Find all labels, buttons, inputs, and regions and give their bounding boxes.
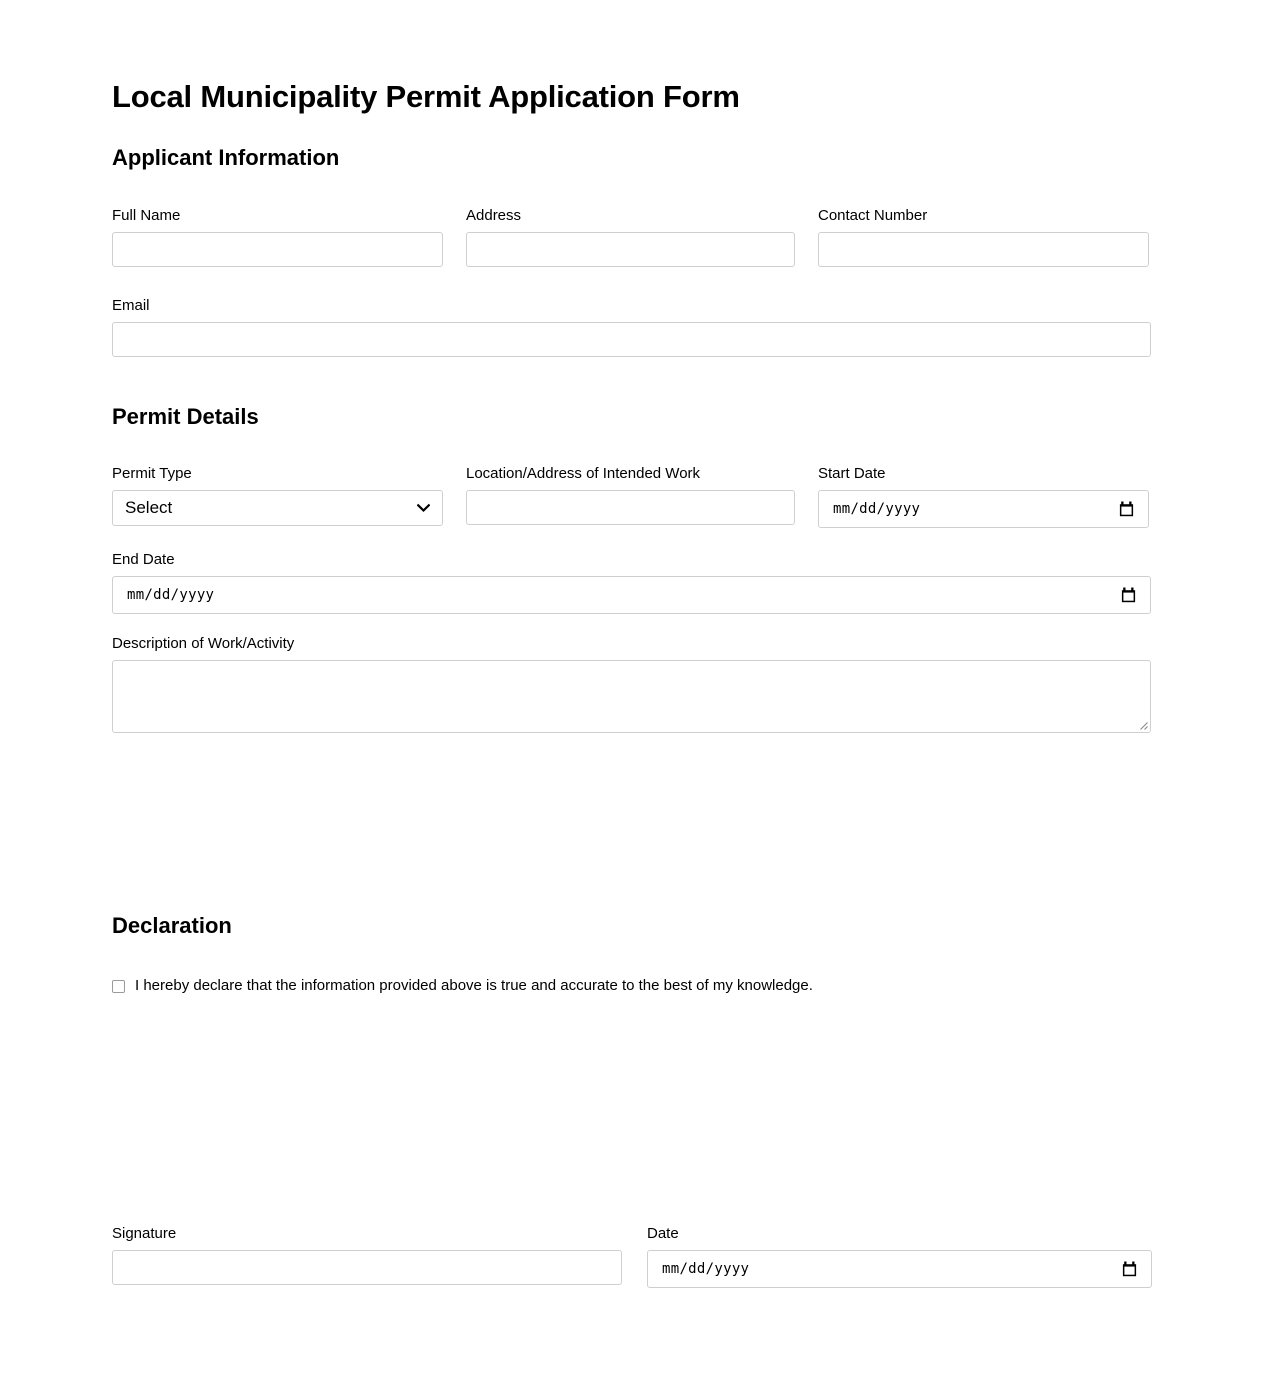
- contact-number-input[interactable]: [818, 232, 1149, 267]
- signature-row: [112, 1225, 1151, 1288]
- start-date-input[interactable]: [818, 490, 1149, 528]
- signature-input[interactable]: [112, 1250, 622, 1285]
- end-date-label: End Date: [112, 550, 175, 568]
- declaration-checkbox[interactable]: [112, 980, 125, 993]
- full-name-input[interactable]: [112, 232, 443, 267]
- field-description: [112, 635, 1151, 733]
- location-label: Location/Address of Intended Work: [466, 464, 701, 482]
- address-label: Address: [466, 206, 522, 224]
- field-full-name: [112, 207, 443, 267]
- email-label: Email: [112, 296, 150, 314]
- description-textarea[interactable]: [112, 660, 1151, 733]
- field-signature-date: [647, 1225, 1152, 1288]
- signature-date-label: Date: [647, 1225, 679, 1243]
- end-date-placeholder: mm/dd/yyyy: [127, 586, 215, 603]
- permit-row-1: [112, 465, 1151, 528]
- field-permit-type: [112, 465, 443, 526]
- declaration-checkbox-row[interactable]: [112, 977, 1151, 995]
- full-name-label: Full Name: [112, 206, 181, 224]
- field-start-date: [818, 465, 1149, 528]
- resize-handle-icon[interactable]: [1135, 717, 1149, 731]
- chevron-down-icon: [417, 503, 430, 512]
- field-end-date: [112, 551, 1151, 614]
- email-input[interactable]: [112, 322, 1151, 357]
- applicant-row-1: [112, 207, 1151, 267]
- location-input[interactable]: [466, 490, 795, 525]
- field-address: [466, 207, 795, 267]
- start-date-placeholder: mm/dd/yyyy: [833, 500, 921, 517]
- field-email: [112, 297, 1151, 357]
- end-date-input[interactable]: [112, 576, 1151, 614]
- declaration-heading: Declaration: [112, 912, 232, 938]
- signature-date-placeholder: mm/dd/yyyy: [662, 1261, 750, 1278]
- page-title: Local Municipality Permit Application Form: [112, 79, 740, 114]
- field-signature: [112, 1225, 622, 1285]
- permit-details-heading: Permit Details: [112, 403, 259, 429]
- permit-type-label: Permit Type: [112, 464, 192, 482]
- calendar-icon[interactable]: [1119, 501, 1134, 517]
- signature-date-input[interactable]: [647, 1250, 1152, 1288]
- calendar-icon[interactable]: [1121, 587, 1136, 603]
- address-input[interactable]: [466, 232, 795, 267]
- field-location: [466, 465, 795, 525]
- signature-label: Signature: [112, 1225, 177, 1243]
- start-date-label: Start Date: [818, 464, 886, 482]
- applicant-information-heading: Applicant Information: [112, 145, 340, 171]
- declaration-checkbox-label: I hereby declare that the information provided above is true and accurate to the best of my knowledge.: [135, 977, 813, 995]
- calendar-icon[interactable]: [1122, 1261, 1137, 1277]
- permit-type-select[interactable]: [112, 490, 443, 526]
- section-gap-2: [112, 995, 1151, 1225]
- contact-number-label: Contact Number: [818, 206, 928, 224]
- field-contact-number: [818, 207, 1149, 267]
- permit-row-2: [112, 551, 1151, 614]
- section-gap-1: [112, 733, 1151, 913]
- applicant-row-2: [112, 297, 1151, 357]
- permit-type-selected-value: Select: [125, 498, 173, 518]
- permit-row-3: [112, 635, 1151, 733]
- description-label: Description of Work/Activity: [112, 634, 295, 652]
